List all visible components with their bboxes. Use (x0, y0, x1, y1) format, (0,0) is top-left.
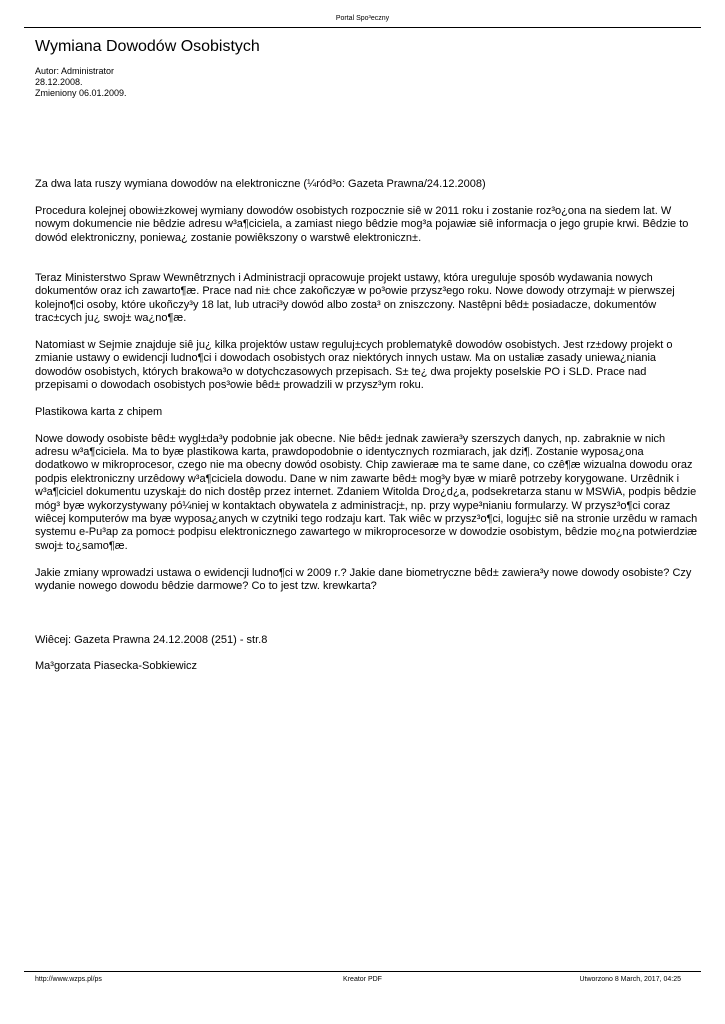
article-meta (35, 66, 127, 99)
byline: Ma³gorzata Piasecka-Sobkiewicz (35, 660, 198, 673)
article-paragraph: Procedura kolejnej obowi±zkowej wymiany dowodów osobistych rozpocznie siê w 2011 roku i zostanie roz³o¿ona na siedem lat. W nowym dokumencie nie bêdzie adresu w³a¶ciciela, a zamiast niego bêdzie mog³a pojawiæ siê informacja o jego grupie krwi. Bêdzie to dowód elektroniczny, poniewa¿ zostanie powiêkszony o warstwê elektroniczn±. (35, 204, 689, 244)
article-paragraph: Natomiast w Sejmie znajduje siê ju¿ kilka projektów ustaw reguluj±cych problematykê dowodów osobistych. Jest rz±dowy projekt o zmianie ustawy o ewidencji ludno¶ci i dowodach osobistych oraz niektórych innych ustaw. Ma on ustaliæ zasady uniewa¿niania dowodów osobistych, których brakowa³o w dotychczasowych przepisach. S± te¿ dwa projekty poselskie PO i SLD. Prace nad przepisami o dowodach osobistych pos³owie bêd± prowadzili w przysz³ym roku. (35, 338, 673, 392)
site-header: Portal Spo³eczny (335, 15, 390, 22)
article-paragraph: Jakie zmiany wprowadzi ustawa o ewidencji ludno¶ci w 2009 r.? Jakie dane biometryczne bêd± zawiera³y nowe dowody osobiste? Czy wydanie nowego dowodu bêdzie darmowe? Co to jest tzw. krewkarta? (35, 566, 692, 593)
author-line: Autor: Administrator (35, 66, 115, 76)
article-lead: Za dwa lata ruszy wymiana dowodów na elektroniczne (¼ród³o: Gazeta Prawna/24.12.2008) (35, 178, 486, 190)
modified-date: Zmieniony 06.01.2009. (35, 88, 127, 98)
footer-divider (24, 971, 701, 972)
article-body (35, 178, 699, 687)
article-paragraph: Nowe dowody osobiste bêd± wygl±da³y podobnie jak obecne. Nie bêd± jednak zawiera³y szerszych danych, np. zabraknie w nich adresu w³a¶ciciela. Ma to byæ plastikowa karta, prawdopodobnie o identycznych rozmiarach, jak dzi¶. Zostanie wyposa¿ona dodatkowo w mikroprocesor, czego nie ma obecny dowód osobisty. Chip zawieraæ ma te same dane, co czê¶æ wizualna dowodu oraz podpis elektroniczny urzêdowy w³a¶ciciela dowodu. Dane w nim zawarte bêd± mog³y byæ w miarê potrzeby korygowane. Urzêdnik i w³a¶ciciel dokumentu uzyskaj± do nich dostêp przez internet. Zdaniem Witolda Dro¿d¿a, podsekretarza stanu w MSWiA, podpis bêdzie móg³ byæ wykorzystywany pó¼niej w kontaktach obywatela z administracj±, np. przy wype³nianiu formularzy. W przysz³o¶ci coraz wiêcej komputerów ma byæ wyposa¿anych w czytniki tego rodzaju kart. Tak wiêc w przysz³o¶ci, loguj±c siê na stronie urzêdu w ramach systemu e-Pu³ap za pomoc± podpisu elektronicznego zawartego w mikroprocesorze w dowodzie osobistym, bêdzie mo¿na potwierdziæ swoj± to¿samo¶æ. (35, 432, 698, 552)
source-line: Wiêcej: Gazeta Prawna 24.12.2008 (251) - str.8 (35, 633, 268, 646)
article-paragraph: Teraz Ministerstwo Spraw Wewnêtrznych i Administracji opracowuje projekt ustawy, która ureguluje sposób wydawania nowych dokumentów oraz ich zawarto¶æ. Prace nad ni± chce zakoñczyæ w po³owie przysz³ego roku. Nowe dowody otrzymaj± w pierwszej kolejno¶ci osoby, które ukoñczy³y 18 lat, lub utraci³y dowód albo zosta³ on zniszczony. Nastêpni bêd± posiadacze, dokumentów trac±cych ju¿ swoj± wa¿no¶æ. (35, 271, 675, 325)
footer-creator: Kreator PDF (343, 976, 382, 983)
section-heading: Plastikowa karta z chipem (35, 405, 163, 418)
page-title: Wymiana Dowodów Osobistych (35, 38, 260, 55)
footer-created-date: Utworzono 8 March, 2017, 04:25 (579, 976, 681, 983)
footer-url: http://www.wzps.pl/ps (35, 976, 102, 983)
created-date: 28.12.2008. (35, 77, 83, 87)
header-divider (24, 27, 701, 28)
